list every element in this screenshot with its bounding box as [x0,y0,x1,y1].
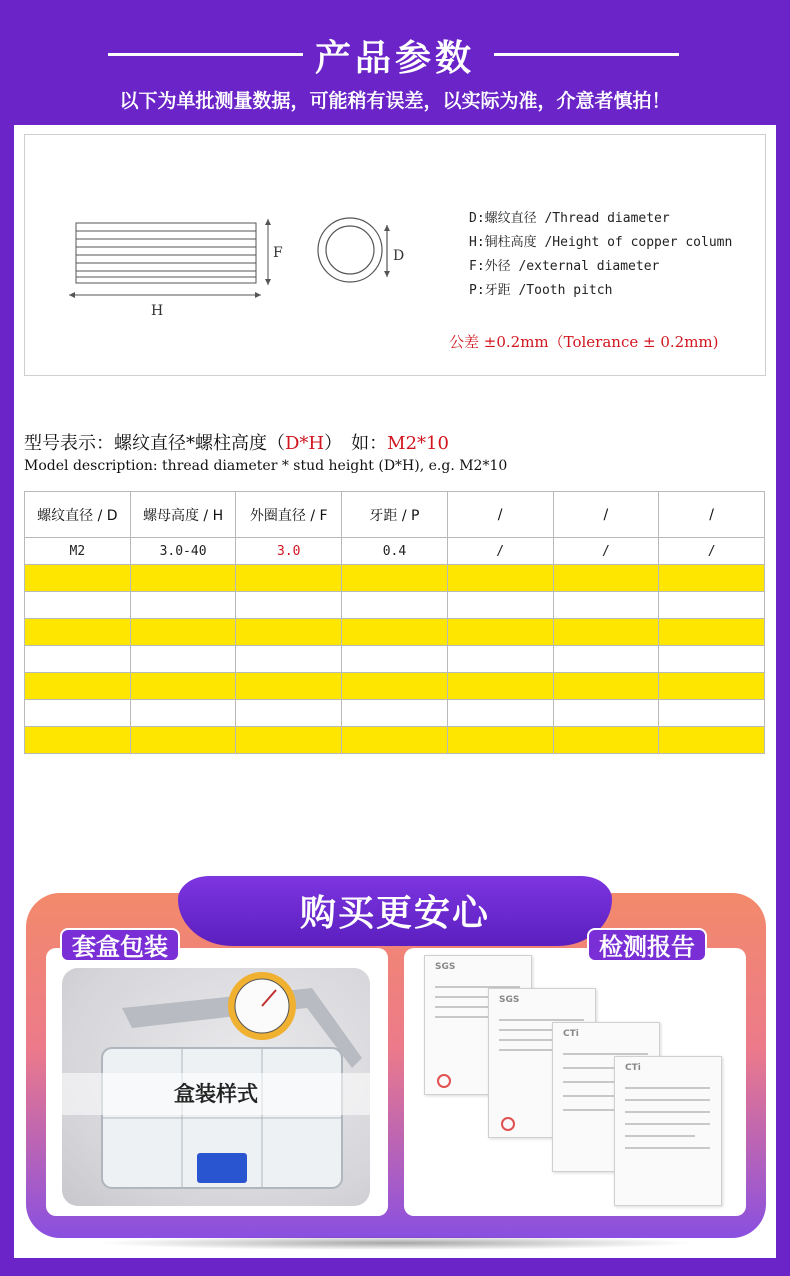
table-row-empty [25,646,765,673]
report-document [614,1056,722,1206]
tolerance-note: 公差 ±0.2mm（Tolerance ± 0.2mm) [449,333,719,351]
cti-logo: CTi [625,1063,641,1073]
legend [469,207,732,303]
header-cell: 牙距 / P [342,492,448,538]
header-cell: / [447,492,553,538]
model-mid: ） 如： [324,433,388,454]
left-border [0,125,14,1276]
dimension-diagram [24,134,766,376]
model-description-zh [24,429,449,455]
label-f: F [273,245,283,261]
cti-logo: CTi [563,1029,579,1039]
model-prefix: 型号表示：螺纹直径*螺柱高度（ [24,433,285,454]
band-shadow [96,1236,696,1250]
header-banner [0,0,790,125]
purchase-title: 购买更安心 [299,893,490,934]
end-view [318,218,390,282]
right-border [776,125,790,1276]
legend-item: F:外径 /external diameter [469,259,660,274]
table-header-row [25,492,765,538]
bottom-border [0,1258,790,1276]
side-view [69,219,271,298]
spec-table [24,491,765,754]
report-label: 检测报告 [587,928,707,962]
header-cell: / [553,492,659,538]
legend-item: D:螺纹直径 /Thread diameter [469,211,670,226]
model-description-en: Model description: thread diameter * stud height (D*H), e.g. M2*10 [24,458,508,474]
table-cell: / [553,538,659,565]
page-subtitle: 以下为单批测量数据，可能稍有误差，以实际为准，介意者慎拍！ [119,90,671,112]
table-row-empty [25,592,765,619]
table-cell: / [447,538,553,565]
page-title: 产品参数 [314,38,475,79]
table-cell: 3.0 [236,538,342,565]
header-cell: / [659,492,765,538]
legend-item: H:铜柱高度 /Height of copper column [469,235,733,250]
table-cell: / [659,538,765,565]
header-cell: 外圈直径 / F [236,492,342,538]
model-example: M2*10 [387,433,449,454]
table-cell: 3.0-40 [130,538,236,565]
label-d: D [393,248,405,264]
table-cell: M2 [25,538,131,565]
table-row [25,538,765,565]
legend-item: P:牙距 /Tooth pitch [469,283,613,298]
photo-label: 盒装样式 [62,1073,370,1115]
table-row-empty [25,700,765,727]
header-cell: 螺母高度 / H [130,492,236,538]
table-row-empty [25,727,765,754]
packaging-label: 套盒包装 [60,928,180,962]
table-row-empty [25,619,765,646]
table-row-empty [25,673,765,700]
table-cell: 0.4 [342,538,448,565]
sgs-logo: SGS [435,962,456,972]
header-cell: 螺纹直径 / D [25,492,131,538]
title-rule-right [494,53,679,56]
table-row-empty [25,565,765,592]
model-formula: D*H [285,433,325,454]
sgs-logo: SGS [499,995,520,1005]
label-h: H [151,303,164,319]
